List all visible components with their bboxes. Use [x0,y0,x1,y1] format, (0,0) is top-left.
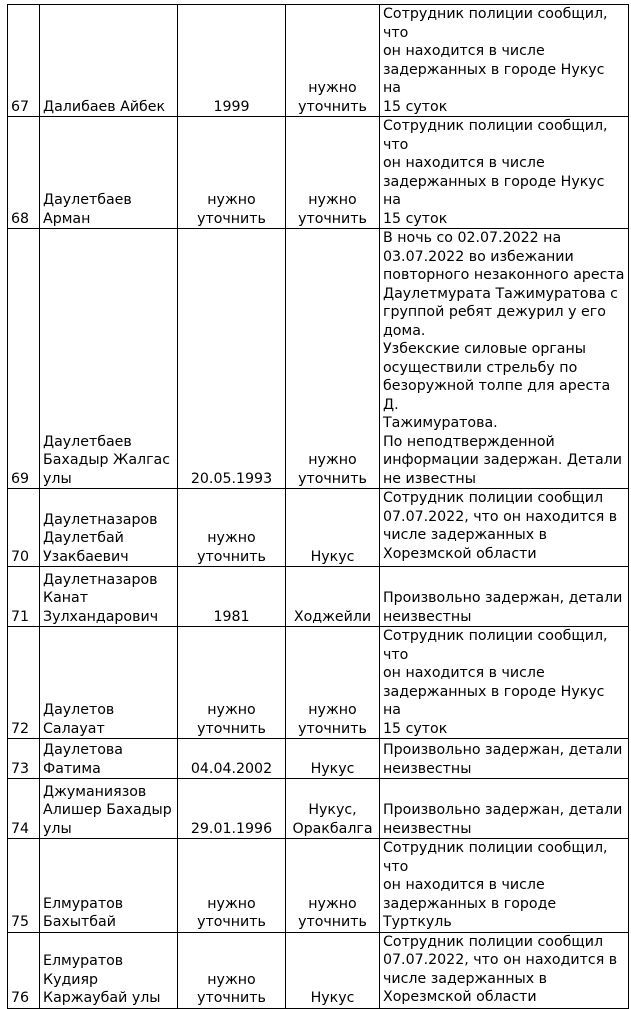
location: Нукус, Оракбалга [286,779,380,839]
person-name: Елмуратов Кудияр Каржаубай улы [40,932,178,1008]
person-name: Даулетбаев Арман [40,117,178,229]
table-row [8,117,629,229]
row-number: 76 [8,932,40,1008]
table-row [8,567,629,627]
row-number: 75 [8,839,40,933]
details: Сотрудник полиции сообщил, что он находится в числе задержанных в городе Нукус на 15 суток [380,5,629,117]
location: Ходжейли [286,567,380,627]
person-name: Даулетова Фатима [40,739,178,779]
row-number: 68 [8,117,40,229]
birth-date: 20.05.1993 [178,229,286,489]
birth-date: нужно уточнить [178,932,286,1008]
table-row [8,627,629,739]
details: Сотрудник полиции сообщил, что он находится в числе задержанных в городе Турткуль [380,839,629,933]
table-row [8,739,629,779]
row-number: 73 [8,739,40,779]
detainees-table [7,4,629,1009]
location: Нукус [286,932,380,1008]
row-number: 70 [8,489,40,567]
details: Произвольно задержан, детали неизвестны [380,567,629,627]
details: Сотрудник полиции сообщил, что он находится в числе задержанных в городе Нукус на 15 суток [380,627,629,739]
birth-date: 1981 [178,567,286,627]
birth-date: 1999 [178,5,286,117]
row-number: 74 [8,779,40,839]
person-name: Даулетназаров Канат Зулхандарович [40,567,178,627]
location: нужно уточнить [286,5,380,117]
birth-date: нужно уточнить [178,839,286,933]
row-number: 72 [8,627,40,739]
row-number: 71 [8,567,40,627]
birth-date: 29.01.1996 [178,779,286,839]
details: В ночь со 02.07.2022 на 03.07.2022 во избежании повторного незаконного ареста Даулетмурата Тажимуратова с группой ребят дежурил у его дома. Узбекские силовые органы осуществили стрельбу по безоружной толпе для ареста Д. Тажимуратова. По неподтвержденной информации задержан. Детали не известны [380,229,629,489]
person-name: Даулетназаров Даулетбай Узакбаевич [40,489,178,567]
person-name: Елмуратов Бахытбай [40,839,178,933]
location: нужно уточнить [286,627,380,739]
location: нужно уточнить [286,229,380,489]
birth-date: 04.04.2002 [178,739,286,779]
person-name: Джуманиязов Алишер Бахадыр улы [40,779,178,839]
details: Произвольно задержан, детали неизвестны [380,779,629,839]
birth-date: нужно уточнить [178,489,286,567]
location: нужно уточнить [286,839,380,933]
location: Нукус [286,489,380,567]
birth-date: нужно уточнить [178,117,286,229]
details: Произвольно задержан, детали неизвестны [380,739,629,779]
table-row [8,932,629,1008]
table-row [8,839,629,933]
table-row [8,229,629,489]
person-name: Даулетбаев Бахадыр Жалгас улы [40,229,178,489]
table-row [8,489,629,567]
table-row [8,5,629,117]
table-row [8,779,629,839]
person-name: Даулетов Салауат [40,627,178,739]
location: Нукус [286,739,380,779]
row-number: 69 [8,229,40,489]
location: нужно уточнить [286,117,380,229]
details: Сотрудник полиции сообщил 07.07.2022, что он находится в числе задержанных в Хорезмской области [380,932,629,1008]
details: Сотрудник полиции сообщил, что он находится в числе задержанных в городе Нукус на 15 суток [380,117,629,229]
details: Сотрудник полиции сообщил 07.07.2022, что он находится в числе задержанных в Хорезмской области [380,489,629,567]
birth-date: нужно уточнить [178,627,286,739]
person-name: Далибаев Айбек [40,5,178,117]
row-number: 67 [8,5,40,117]
